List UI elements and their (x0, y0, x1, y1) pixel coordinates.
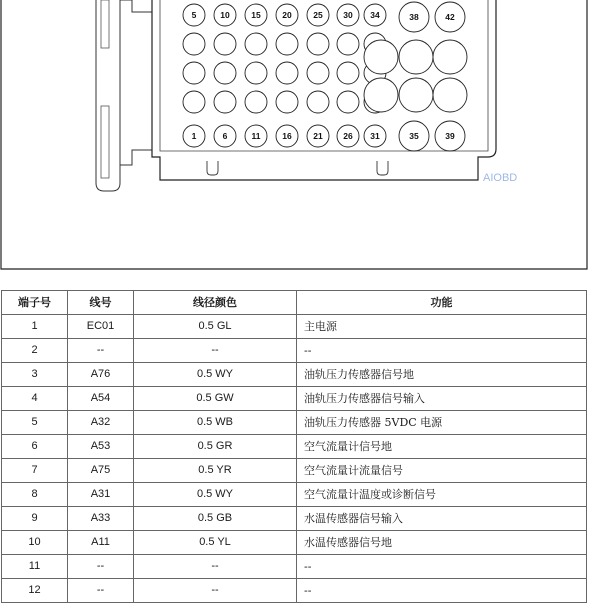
function-cell: -- (297, 339, 587, 363)
table-row (2, 363, 587, 387)
pin-terminal (337, 91, 359, 113)
terminal-cell: 6 (2, 435, 68, 459)
terminal-cell: 2 (2, 339, 68, 363)
pin-number-label: 16 (282, 131, 292, 141)
pin-terminal (276, 91, 298, 113)
wire-no-cell: A54 (68, 387, 134, 411)
wire-color-cell: 0.5 YR (134, 459, 297, 483)
connector-diagram (0, 0, 602, 272)
pin-number-label: 31 (370, 131, 380, 141)
keying-tab-left (207, 161, 218, 175)
wire-no-cell: A76 (68, 363, 134, 387)
pin-terminal (307, 33, 329, 55)
pin-number-label: 5 (191, 10, 197, 20)
wire-no-cell: A31 (68, 483, 134, 507)
terminal-cell: 12 (2, 579, 68, 603)
watermark: AIOBD (483, 172, 518, 184)
table-row (2, 435, 587, 459)
pin-terminal (337, 33, 359, 55)
pin-number-label: 10 (220, 10, 230, 20)
wire-no-cell: -- (68, 555, 134, 579)
pin-number-label: 15 (251, 10, 261, 20)
pin-number-label: 35 (409, 131, 419, 141)
terminal-cell: 10 (2, 531, 68, 555)
wire-no-cell: EC01 (68, 315, 134, 339)
terminal-cell: 3 (2, 363, 68, 387)
wire-color-cell: 0.5 WY (134, 363, 297, 387)
table-header-row (2, 291, 587, 315)
pin-terminal (214, 91, 236, 113)
function-cell: 空气流量计温度或诊断信号 (297, 483, 587, 507)
function-cell: -- (297, 555, 587, 579)
pin-number-label: 11 (251, 131, 261, 141)
pin-number-label: 30 (343, 10, 353, 20)
table-row (2, 387, 587, 411)
pin-terminal (214, 62, 236, 84)
pin-terminal (245, 33, 267, 55)
pin-number-label: 1 (191, 131, 197, 141)
wire-color-cell: 0.5 GW (134, 387, 297, 411)
pin-function-table (1, 290, 587, 603)
wire-no-cell: -- (68, 579, 134, 603)
wire-color-cell: 0.5 YL (134, 531, 297, 555)
header-wire-no: 线号 (68, 291, 134, 315)
pin-terminal (245, 62, 267, 84)
table-row (2, 315, 587, 339)
pin-terminal-large (433, 40, 467, 74)
wire-color-cell: 0.5 GR (134, 435, 297, 459)
pin-number-label: 6 (222, 131, 228, 141)
function-cell: 空气流量计流量信号 (297, 459, 587, 483)
wire-color-cell: -- (134, 339, 297, 363)
pin-terminal-large (364, 78, 398, 112)
pin-terminal (183, 62, 205, 84)
terminal-cell: 1 (2, 315, 68, 339)
table-row (2, 507, 587, 531)
terminal-cell: 8 (2, 483, 68, 507)
wire-no-cell: -- (68, 339, 134, 363)
function-cell: 水温传感器信号地 (297, 531, 587, 555)
function-cell: 空气流量计信号地 (297, 435, 587, 459)
function-cell: -- (297, 579, 587, 603)
table-row (2, 483, 587, 507)
header-terminal-no: 端子号 (2, 291, 68, 315)
table-row (2, 459, 587, 483)
wire-color-cell: 0.5 GL (134, 315, 297, 339)
wire-no-cell: A11 (68, 531, 134, 555)
keying-tab-right (377, 161, 388, 175)
latch-slot-top (101, 0, 109, 48)
pin-terminal-large (399, 40, 433, 74)
function-cell: 油轨压力传感器信号地 (297, 363, 587, 387)
pin-terminal (307, 91, 329, 113)
pin-terminal (337, 62, 359, 84)
wire-color-cell: -- (134, 579, 297, 603)
pin-number-label: 20 (282, 10, 292, 20)
pin-terminal (183, 33, 205, 55)
terminal-cell: 7 (2, 459, 68, 483)
terminal-cell: 9 (2, 507, 68, 531)
pin-terminal-large (364, 40, 398, 74)
latch-slot-bottom (101, 106, 109, 178)
pin-terminal (276, 62, 298, 84)
pin-terminal (276, 33, 298, 55)
wire-no-cell: A53 (68, 435, 134, 459)
pin-number-label: 34 (370, 10, 380, 20)
pin-number-label: 39 (445, 131, 455, 141)
pin-array (183, 2, 467, 151)
wire-no-cell: A33 (68, 507, 134, 531)
table-row (2, 339, 587, 363)
connector-bracket (120, 0, 152, 165)
header-function: 功能 (297, 291, 587, 315)
pin-terminal-large (399, 78, 433, 112)
function-cell: 主电源 (297, 315, 587, 339)
pin-terminal-large (433, 78, 467, 112)
table-row (2, 411, 587, 435)
function-cell: 油轨压力传感器 5VDC 电源 (297, 411, 587, 435)
table-row (2, 579, 587, 603)
pin-number-label: 38 (409, 12, 419, 22)
terminal-cell: 4 (2, 387, 68, 411)
wire-no-cell: A75 (68, 459, 134, 483)
function-cell: 水温传感器信号输入 (297, 507, 587, 531)
wire-color-cell: -- (134, 555, 297, 579)
terminal-cell: 11 (2, 555, 68, 579)
function-cell: 油轨压力传感器信号输入 (297, 387, 587, 411)
pin-number-label: 42 (445, 12, 455, 22)
terminal-cell: 5 (2, 411, 68, 435)
pin-number-label: 21 (313, 131, 323, 141)
wire-color-cell: 0.5 WB (134, 411, 297, 435)
table-row (2, 531, 587, 555)
pin-number-label: 26 (343, 131, 353, 141)
connector-latch (96, 0, 120, 191)
header-wire-color: 线径颜色 (134, 291, 297, 315)
wire-no-cell: A32 (68, 411, 134, 435)
connector-drawing (0, 0, 602, 272)
wire-color-cell: 0.5 WY (134, 483, 297, 507)
pin-terminal (245, 91, 267, 113)
pin-terminal (183, 91, 205, 113)
pin-number-label: 25 (313, 10, 323, 20)
wire-color-cell: 0.5 GB (134, 507, 297, 531)
table-row (2, 555, 587, 579)
pin-terminal (214, 33, 236, 55)
pin-terminal (307, 62, 329, 84)
